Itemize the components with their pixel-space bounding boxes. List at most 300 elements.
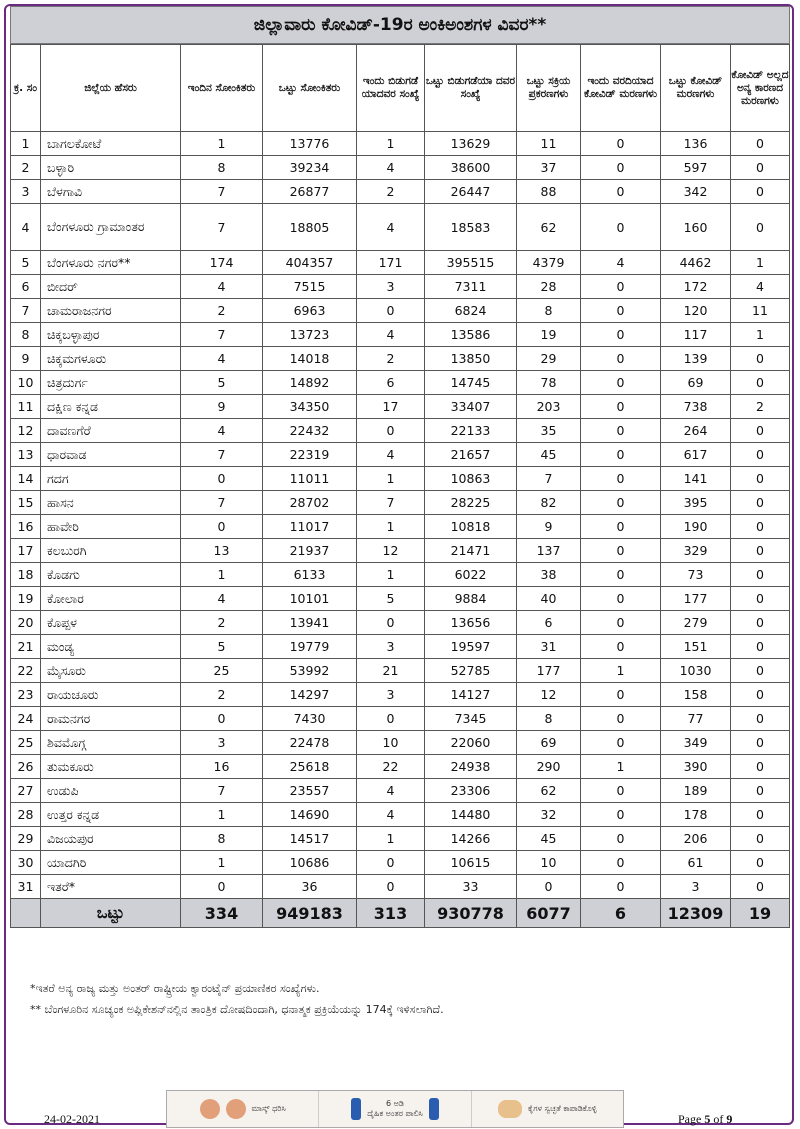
table-row (11, 635, 790, 659)
cell-total-deaths: 4462 (661, 251, 731, 275)
cell-today-discharged: 21 (357, 659, 425, 683)
cell-total-deaths: 395 (661, 491, 731, 515)
cell-total-discharged: 21657 (425, 443, 517, 467)
cell-total-infected: 13941 (263, 611, 357, 635)
cell-district: ಯಾದಗಿರಿ (41, 851, 181, 875)
cell-total-discharged: 14266 (425, 827, 517, 851)
cell-total-deaths: 69 (661, 371, 731, 395)
cell-today-deaths: 0 (581, 395, 661, 419)
cell-district: ದಕ್ಷಿಣ ಕನ್ನಡ (41, 395, 181, 419)
header-district: ಜಿಲ್ಲೆಯ ಹೆಸರು (41, 45, 181, 132)
cell-today-infected: 13 (181, 539, 263, 563)
cell-total-infected: 6963 (263, 299, 357, 323)
cell-today-infected: 0 (181, 707, 263, 731)
cell-active-cases: 78 (517, 371, 581, 395)
cell-today-infected: 1 (181, 563, 263, 587)
cell-today-deaths: 0 (581, 875, 661, 899)
cell-today-deaths: 0 (581, 156, 661, 180)
total-total-deaths: 12309 (661, 899, 731, 928)
cell-today-infected: 3 (181, 731, 263, 755)
cell-today-deaths: 1 (581, 755, 661, 779)
cell-today-infected: 0 (181, 515, 263, 539)
cell-total-infected: 39234 (263, 156, 357, 180)
banner-mask-text: ಮಾಸ್ಕ್ ಧರಿಸಿ (251, 1104, 286, 1113)
total-today-discharged: 313 (357, 899, 425, 928)
cell-today-deaths: 0 (581, 683, 661, 707)
cell-total-infected: 11011 (263, 467, 357, 491)
cell-district: ಹಾವೇರಿ (41, 515, 181, 539)
table-row (11, 779, 790, 803)
cell-total-discharged: 33407 (425, 395, 517, 419)
cell-today-infected: 8 (181, 156, 263, 180)
table-row (11, 731, 790, 755)
cell-serial: 13 (11, 443, 41, 467)
cell-total-infected: 26877 (263, 180, 357, 204)
cell-total-infected: 7515 (263, 275, 357, 299)
banner-distance-value: 6 ಅಡಿ (386, 1099, 404, 1108)
cell-active-cases: 62 (517, 779, 581, 803)
cell-today-infected: 7 (181, 323, 263, 347)
cell-today-discharged: 22 (357, 755, 425, 779)
cell-serial: 5 (11, 251, 41, 275)
cell-today-deaths: 0 (581, 707, 661, 731)
table-row (11, 587, 790, 611)
cell-total-deaths: 172 (661, 275, 731, 299)
cell-today-discharged: 12 (357, 539, 425, 563)
cell-non-covid-deaths: 4 (731, 275, 790, 299)
cell-serial: 31 (11, 875, 41, 899)
table-row (11, 323, 790, 347)
table-row (11, 180, 790, 204)
cell-today-infected: 7 (181, 443, 263, 467)
cell-serial: 2 (11, 156, 41, 180)
cell-total-discharged: 19597 (425, 635, 517, 659)
table-row (11, 443, 790, 467)
cell-today-infected: 25 (181, 659, 263, 683)
cell-total-discharged: 13629 (425, 132, 517, 156)
cell-non-covid-deaths: 2 (731, 395, 790, 419)
table-row (11, 467, 790, 491)
page-title: ಜಿಲ್ಲಾವಾರು ಕೋವಿಡ್-19ರ ಅಂಕಿಅಂಶಗಳ ವಿವರ** (10, 6, 790, 44)
banner-hands (472, 1091, 623, 1127)
total-non-covid-deaths: 19 (731, 899, 790, 928)
cell-active-cases: 19 (517, 323, 581, 347)
cell-total-deaths: 177 (661, 587, 731, 611)
cell-total-deaths: 264 (661, 419, 731, 443)
cell-district: ಕೊಪ್ಪಳ (41, 611, 181, 635)
cell-total-discharged: 14745 (425, 371, 517, 395)
cell-total-discharged: 28225 (425, 491, 517, 515)
cell-total-discharged: 26447 (425, 180, 517, 204)
cell-district: ಮೈಸೂರು (41, 659, 181, 683)
cell-total-deaths: 617 (661, 443, 731, 467)
header-non-covid-deaths: ಕೋವಿಡ್ ಅಲ್ಲದ ಅನ್ಯ ಕಾರಣದ ಮರಣಗಳು (731, 45, 790, 132)
header-total-infected: ಒಟ್ಟು ಸೋಂಕಿತರು (263, 45, 357, 132)
cell-today-deaths: 0 (581, 803, 661, 827)
cell-total-infected: 28702 (263, 491, 357, 515)
header-total-discharged: ಒಟ್ಟು ಬಿಡುಗಡೆಯಾ ದವರ ಸಂಖ್ಯೆ (425, 45, 517, 132)
cell-today-discharged: 5 (357, 587, 425, 611)
cell-non-covid-deaths: 0 (731, 683, 790, 707)
cell-active-cases: 35 (517, 419, 581, 443)
cell-today-discharged: 2 (357, 347, 425, 371)
cell-today-infected: 2 (181, 611, 263, 635)
cell-active-cases: 37 (517, 156, 581, 180)
total-serial (11, 899, 41, 928)
cell-total-deaths: 206 (661, 827, 731, 851)
cell-today-discharged: 17 (357, 395, 425, 419)
cell-non-covid-deaths: 0 (731, 156, 790, 180)
cell-today-infected: 4 (181, 587, 263, 611)
cell-total-deaths: 3 (661, 875, 731, 899)
hand-wash-icon (498, 1100, 522, 1118)
cell-serial: 12 (11, 419, 41, 443)
cell-total-deaths: 120 (661, 299, 731, 323)
cell-active-cases: 69 (517, 731, 581, 755)
cell-today-infected: 174 (181, 251, 263, 275)
cell-active-cases: 0 (517, 875, 581, 899)
table-row (11, 539, 790, 563)
cell-district: ಗದಗ (41, 467, 181, 491)
cell-total-infected: 13776 (263, 132, 357, 156)
cell-district: ಬೀದರ್ (41, 275, 181, 299)
cell-non-covid-deaths: 1 (731, 251, 790, 275)
cell-non-covid-deaths: 0 (731, 827, 790, 851)
cell-non-covid-deaths: 0 (731, 347, 790, 371)
header-today-infected: ಇಂದಿನ ಸೋಂಕಿತರು (181, 45, 263, 132)
cell-total-infected: 10686 (263, 851, 357, 875)
cell-non-covid-deaths: 0 (731, 755, 790, 779)
cell-total-deaths: 1030 (661, 659, 731, 683)
cell-serial: 21 (11, 635, 41, 659)
cell-serial: 18 (11, 563, 41, 587)
cell-total-infected: 6133 (263, 563, 357, 587)
cell-today-deaths: 1 (581, 659, 661, 683)
cell-today-discharged: 171 (357, 251, 425, 275)
cell-total-deaths: 349 (661, 731, 731, 755)
cell-today-discharged: 4 (357, 779, 425, 803)
cell-active-cases: 11 (517, 132, 581, 156)
cell-total-deaths: 738 (661, 395, 731, 419)
cell-total-deaths: 139 (661, 347, 731, 371)
header-today-deaths: ಇಂದು ವರದಿಯಾದ ಕೋವಿಡ್ ಮರಣಗಳು (581, 45, 661, 132)
header-today-discharged: ಇಂದು ಬಿಡುಗಡೆ ಯಾದವರ ಸಂಖ್ಯೆ (357, 45, 425, 132)
cell-today-deaths: 0 (581, 491, 661, 515)
cell-total-discharged: 7311 (425, 275, 517, 299)
cell-serial: 22 (11, 659, 41, 683)
cell-total-discharged: 6022 (425, 563, 517, 587)
cell-district: ಉತ್ತರ ಕನ್ನಡ (41, 803, 181, 827)
cell-today-deaths: 0 (581, 827, 661, 851)
table-row (11, 683, 790, 707)
cell-total-infected: 14892 (263, 371, 357, 395)
cell-total-deaths: 178 (661, 803, 731, 827)
cell-today-deaths: 0 (581, 132, 661, 156)
cell-active-cases: 177 (517, 659, 581, 683)
table-row (11, 491, 790, 515)
cell-total-discharged: 13656 (425, 611, 517, 635)
cell-total-deaths: 342 (661, 180, 731, 204)
cell-total-infected: 21937 (263, 539, 357, 563)
cell-today-deaths: 0 (581, 443, 661, 467)
cell-today-infected: 5 (181, 635, 263, 659)
cell-active-cases: 6 (517, 611, 581, 635)
cell-total-discharged: 14480 (425, 803, 517, 827)
cell-serial: 3 (11, 180, 41, 204)
cell-district: ಬಾಗಲಕೋಟೆ (41, 132, 181, 156)
table-row (11, 611, 790, 635)
cell-serial: 6 (11, 275, 41, 299)
header-serial: ಕ್ರ. ಸಂ (11, 45, 41, 132)
cell-active-cases: 8 (517, 707, 581, 731)
cell-total-discharged: 23306 (425, 779, 517, 803)
cell-today-infected: 2 (181, 299, 263, 323)
cell-total-discharged: 6824 (425, 299, 517, 323)
cell-today-infected: 4 (181, 275, 263, 299)
cell-total-discharged: 13850 (425, 347, 517, 371)
cell-non-covid-deaths: 0 (731, 803, 790, 827)
cell-today-discharged: 0 (357, 611, 425, 635)
cell-today-deaths: 0 (581, 371, 661, 395)
cell-total-discharged: 9884 (425, 587, 517, 611)
cell-serial: 7 (11, 299, 41, 323)
cell-serial: 8 (11, 323, 41, 347)
cell-today-discharged: 3 (357, 275, 425, 299)
cell-total-deaths: 189 (661, 779, 731, 803)
cell-today-infected: 9 (181, 395, 263, 419)
cell-total-infected: 14297 (263, 683, 357, 707)
table-row (11, 395, 790, 419)
cell-non-covid-deaths: 0 (731, 180, 790, 204)
cell-active-cases: 290 (517, 755, 581, 779)
banner-mask (167, 1091, 319, 1127)
cell-serial: 20 (11, 611, 41, 635)
cell-today-infected: 4 (181, 347, 263, 371)
cell-today-discharged: 0 (357, 419, 425, 443)
cell-district: ವಿಜಯಪುರ (41, 827, 181, 851)
cell-total-discharged: 10818 (425, 515, 517, 539)
cell-total-infected: 53992 (263, 659, 357, 683)
cell-today-discharged: 4 (357, 323, 425, 347)
cell-total-infected: 22432 (263, 419, 357, 443)
cell-today-infected: 4 (181, 419, 263, 443)
cell-total-discharged: 38600 (425, 156, 517, 180)
cell-active-cases: 28 (517, 275, 581, 299)
cell-serial: 14 (11, 467, 41, 491)
cell-today-deaths: 0 (581, 347, 661, 371)
cell-non-covid-deaths: 0 (731, 851, 790, 875)
cell-non-covid-deaths: 0 (731, 587, 790, 611)
person-icon (351, 1098, 361, 1120)
cell-total-infected: 19779 (263, 635, 357, 659)
table-row (11, 347, 790, 371)
cell-today-discharged: 2 (357, 180, 425, 204)
table-row (11, 851, 790, 875)
cell-today-deaths: 0 (581, 587, 661, 611)
cell-today-deaths: 0 (581, 539, 661, 563)
cell-total-discharged: 22133 (425, 419, 517, 443)
cell-non-covid-deaths: 0 (731, 204, 790, 251)
cell-total-infected: 14690 (263, 803, 357, 827)
cell-active-cases: 45 (517, 827, 581, 851)
cell-district: ಚಿಕ್ಕಬಳ್ಳಾಪುರ (41, 323, 181, 347)
cell-today-deaths: 4 (581, 251, 661, 275)
cell-total-deaths: 136 (661, 132, 731, 156)
cell-today-deaths: 0 (581, 635, 661, 659)
cell-district: ಕೋಲಾರ (41, 587, 181, 611)
person-icon (429, 1098, 439, 1120)
cell-total-discharged: 10615 (425, 851, 517, 875)
cell-total-infected: 34350 (263, 395, 357, 419)
table-row (11, 563, 790, 587)
cell-today-infected: 7 (181, 180, 263, 204)
cell-district: ಬೆಂಗಳೂರು ನಗರ** (41, 251, 181, 275)
cell-today-infected: 8 (181, 827, 263, 851)
page-of: of (713, 1112, 724, 1126)
cell-total-discharged: 14127 (425, 683, 517, 707)
cell-today-deaths: 0 (581, 851, 661, 875)
cell-serial: 19 (11, 587, 41, 611)
cell-today-discharged: 0 (357, 707, 425, 731)
cell-today-discharged: 4 (357, 803, 425, 827)
cell-serial: 23 (11, 683, 41, 707)
cell-total-deaths: 190 (661, 515, 731, 539)
cell-total-discharged: 395515 (425, 251, 517, 275)
cell-serial: 10 (11, 371, 41, 395)
footer-date: 24-02-2021 (44, 1112, 100, 1126)
cell-today-infected: 2 (181, 683, 263, 707)
cell-serial: 29 (11, 827, 41, 851)
cell-today-infected: 1 (181, 803, 263, 827)
cell-serial: 25 (11, 731, 41, 755)
cell-district: ರಾಮನಗರ (41, 707, 181, 731)
cell-today-discharged: 3 (357, 635, 425, 659)
cell-today-discharged: 0 (357, 851, 425, 875)
cell-active-cases: 45 (517, 443, 581, 467)
cell-non-covid-deaths: 0 (731, 659, 790, 683)
cell-district: ಚಾಮರಾಜನಗರ (41, 299, 181, 323)
cell-total-infected: 22319 (263, 443, 357, 467)
cell-today-deaths: 0 (581, 180, 661, 204)
cell-serial: 1 (11, 132, 41, 156)
table-header-row (11, 45, 790, 132)
cell-non-covid-deaths: 0 (731, 635, 790, 659)
cell-active-cases: 4379 (517, 251, 581, 275)
cell-today-discharged: 1 (357, 132, 425, 156)
cell-today-infected: 1 (181, 132, 263, 156)
cell-today-deaths: 0 (581, 611, 661, 635)
cell-total-infected: 22478 (263, 731, 357, 755)
cell-today-infected: 7 (181, 204, 263, 251)
table-row (11, 419, 790, 443)
cell-non-covid-deaths: 0 (731, 875, 790, 899)
header-active-cases: ಒಟ್ಟು ಸಕ್ರಿಯ ಪ್ರಕರಣಗಳು (517, 45, 581, 132)
cell-non-covid-deaths: 0 (731, 563, 790, 587)
footnote-others: *ಇತರೆ ಅನ್ಯ ರಾಜ್ಯ ಮತ್ತು ಅಂತರ್ ರಾಷ್ಟ್ರೀಯ ಕ್ವಾರಂಟೈನ್ ಪ್ರಯಾಣಿಕರ ಸಂಖ್ಯೆಗಳು. (30, 982, 320, 995)
cell-today-deaths: 0 (581, 204, 661, 251)
cell-total-infected: 10101 (263, 587, 357, 611)
cell-today-discharged: 4 (357, 443, 425, 467)
cell-serial: 4 (11, 204, 41, 251)
cell-non-covid-deaths: 0 (731, 731, 790, 755)
total-district: ಒಟ್ಟು (41, 899, 181, 928)
cell-today-deaths: 0 (581, 563, 661, 587)
cell-district: ತುಮಕೂರು (41, 755, 181, 779)
cell-serial: 28 (11, 803, 41, 827)
cell-total-infected: 404357 (263, 251, 357, 275)
table-row (11, 251, 790, 275)
cell-active-cases: 10 (517, 851, 581, 875)
cell-total-deaths: 390 (661, 755, 731, 779)
cell-today-deaths: 0 (581, 779, 661, 803)
table-row (11, 707, 790, 731)
cell-serial: 30 (11, 851, 41, 875)
covid-guidelines-banner (166, 1090, 624, 1128)
page-total: 9 (726, 1112, 733, 1126)
cell-total-infected: 36 (263, 875, 357, 899)
cell-total-infected: 11017 (263, 515, 357, 539)
cell-total-deaths: 61 (661, 851, 731, 875)
mask-icon (200, 1099, 220, 1119)
cell-active-cases: 9 (517, 515, 581, 539)
cell-total-deaths: 279 (661, 611, 731, 635)
table-row (11, 156, 790, 180)
table-row (11, 827, 790, 851)
cell-total-infected: 18805 (263, 204, 357, 251)
cell-today-discharged: 7 (357, 491, 425, 515)
cell-today-deaths: 0 (581, 299, 661, 323)
cell-total-discharged: 21471 (425, 539, 517, 563)
cell-district: ರಾಯಚೂರು (41, 683, 181, 707)
cell-total-deaths: 117 (661, 323, 731, 347)
cell-total-discharged: 24938 (425, 755, 517, 779)
footnotes (30, 978, 770, 1020)
cell-active-cases: 12 (517, 683, 581, 707)
cell-total-infected: 7430 (263, 707, 357, 731)
cell-non-covid-deaths: 0 (731, 611, 790, 635)
table-row (11, 515, 790, 539)
cell-total-deaths: 329 (661, 539, 731, 563)
table-row (11, 659, 790, 683)
table-row (11, 371, 790, 395)
cell-non-covid-deaths: 0 (731, 515, 790, 539)
cell-active-cases: 40 (517, 587, 581, 611)
cell-total-deaths: 158 (661, 683, 731, 707)
cell-today-discharged: 0 (357, 875, 425, 899)
cell-active-cases: 7 (517, 467, 581, 491)
cell-total-deaths: 160 (661, 204, 731, 251)
total-today-deaths: 6 (581, 899, 661, 928)
cell-total-deaths: 73 (661, 563, 731, 587)
cell-active-cases: 137 (517, 539, 581, 563)
cell-today-discharged: 4 (357, 156, 425, 180)
table-row (11, 803, 790, 827)
total-total-discharged: 930778 (425, 899, 517, 928)
cell-non-covid-deaths: 0 (731, 779, 790, 803)
table-row (11, 755, 790, 779)
cell-today-deaths: 0 (581, 515, 661, 539)
cell-today-infected: 7 (181, 491, 263, 515)
cell-district: ಮಂಡ್ಯ (41, 635, 181, 659)
cell-total-infected: 25618 (263, 755, 357, 779)
cell-today-discharged: 4 (357, 204, 425, 251)
cell-today-discharged: 1 (357, 827, 425, 851)
cell-serial: 27 (11, 779, 41, 803)
cell-non-covid-deaths: 0 (731, 707, 790, 731)
cell-total-infected: 13723 (263, 323, 357, 347)
cell-non-covid-deaths: 0 (731, 491, 790, 515)
table-total-row (11, 899, 790, 928)
